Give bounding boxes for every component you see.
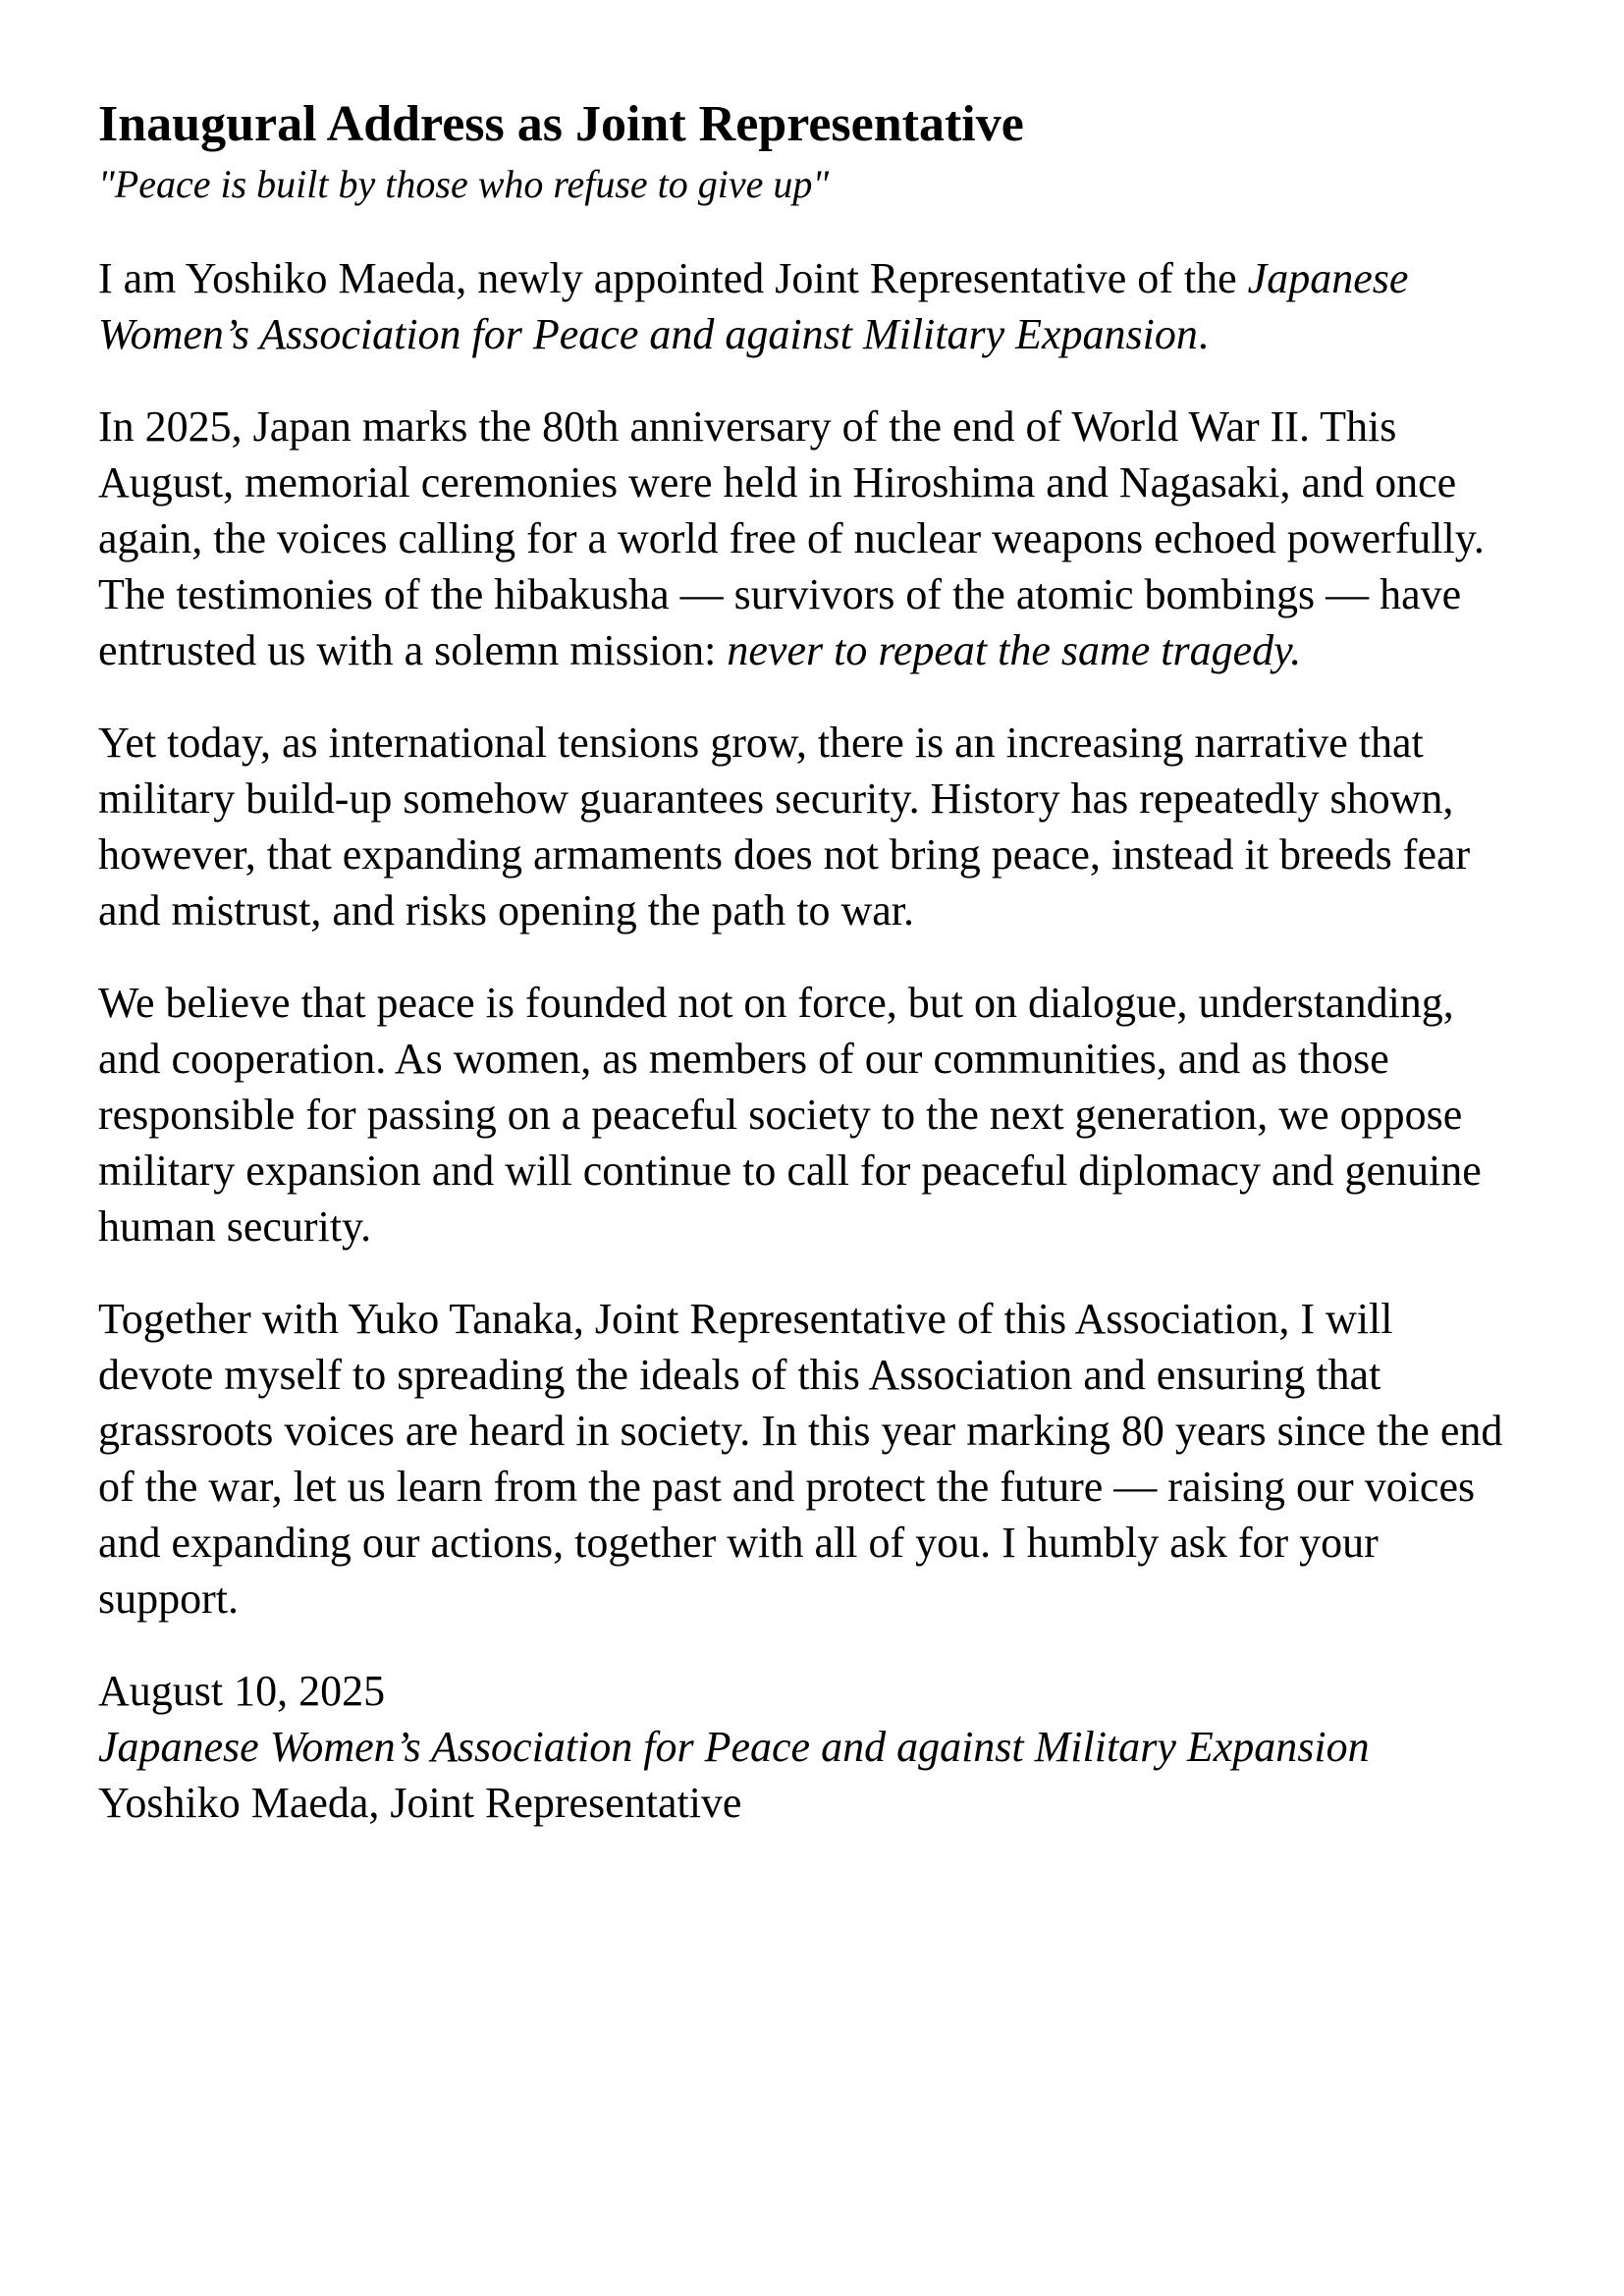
paragraph-anniversary [98,399,1512,678]
paragraph-signature [98,1663,1512,1831]
italic-text-segment: Japanese Women’s Association for Peace and against Military Expansion [98,254,1409,358]
paragraph-belief [98,975,1512,1255]
paragraph-introduction [98,250,1512,362]
document-subtitle: "Peace is built by those who refuse to give up" [98,162,830,206]
document-title: Inaugural Address as Joint Representative [98,96,1024,152]
text-segment: We believe that peace is founded not on force, but on dialogue, understanding, and cooperation. As women, as members of our communities, and as those responsible for passing on a peaceful society to the next generation, we oppose military expansion and will continue to call for peaceful diplomacy and genuine human security. [98,979,1482,1251]
text-segment: Yet today, as international tensions grow, there is an increasing narrative that military build-up somehow guarantees security. History has repeatedly shown, however, that expanding armaments does not bring peace, instead it breeds fear and mistrust, and risks opening the path to war. [98,719,1471,934]
text-segment: Yoshiko Maeda, Joint Representative [98,1779,742,1827]
document-content [98,94,1512,1831]
italic-text-segment: Japanese Women’s Association for Peace and against Military Expansion [98,1723,1370,1771]
text-segment: . [1197,310,1209,358]
text-segment: I am Yoshiko Maeda, newly appointed Joint Representative of the [98,254,1248,302]
text-segment: Together with Yuko Tanaka, Joint Representative of this Association, I will devote myself to spreading the ideals of this Association and ensuring that grassroots voices are heard in society. In this year marking 80 years since the end of the war, let us learn from the past and protect the future — raising our voices and expanding our actions, together with all of you. I humbly ask for your support. [98,1295,1503,1623]
paragraph-commitment [98,1291,1512,1627]
italic-text-segment: never to repeat the same tragedy. [727,626,1302,674]
text-segment: In 2025, Japan marks the 80th anniversary of the end of World War II. This August, memorial ceremonies were held in Hiroshima and Nagasaki, and once again, the voices calling for a world free of nuclear weapons echoed powerfully. The testimonies of the hibakusha — survivors of the atomic bombings — have entrusted us with a solemn mission: [98,402,1485,674]
text-segment: August 10, 2025 [98,1667,386,1715]
paragraph-narrative [98,715,1512,938]
document-body [98,250,1512,1831]
